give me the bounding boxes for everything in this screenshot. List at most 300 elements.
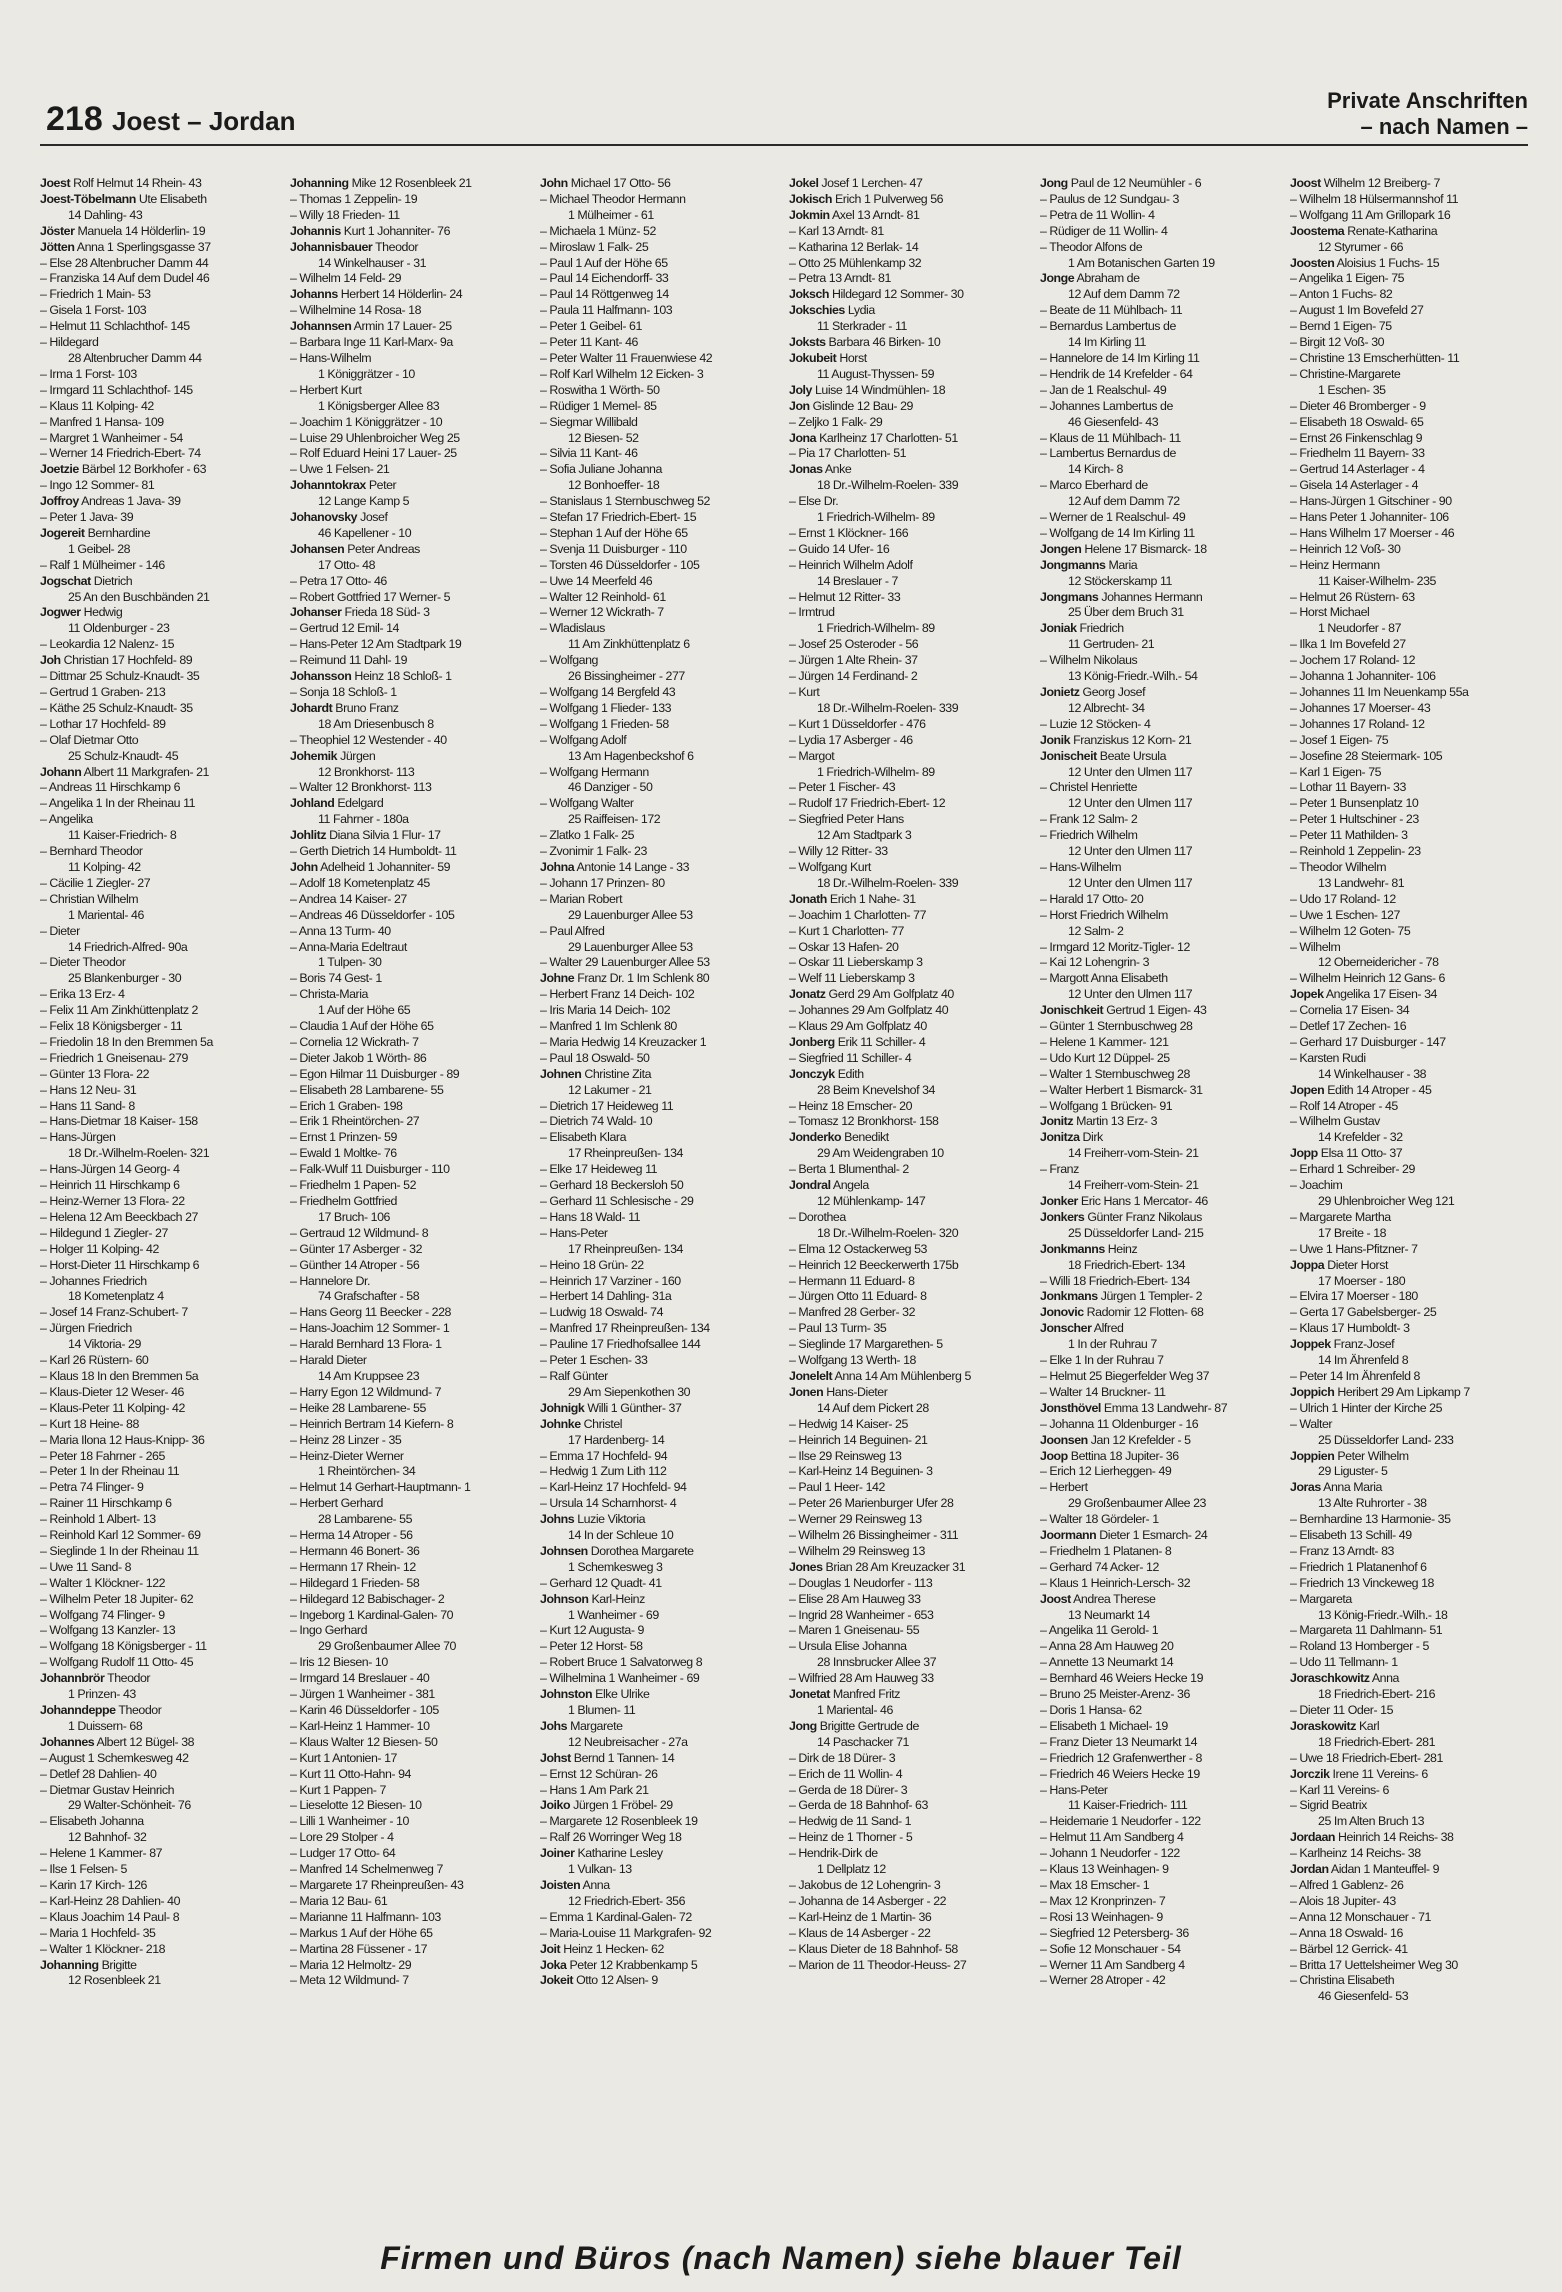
listing-entry: – Peter 12 Horst- 58 [540, 1639, 643, 1654]
listing-entry: 1 Vulkan- 13 [568, 1862, 632, 1877]
listing-entry: 1 Wanheimer - 69 [568, 1607, 659, 1622]
listing-entry: – Bernhard 46 Weiers Hecke 19 [1040, 1671, 1204, 1686]
listing-entry: – Anton 1 Fuchs- 82 [1290, 287, 1393, 302]
listing-entry: – Wolfgang 11 Am Grillopark 16 [1290, 207, 1451, 222]
listing-entry: – Kurt 1 Charlotten- 77 [789, 923, 905, 938]
listing-entry: – Hannelore Dr. [290, 1273, 371, 1288]
listing-entry: – Max 12 Kronprinzen- 7 [1040, 1893, 1166, 1908]
listing-entry: – Britta 17 Uettelsheimer Weg 30 [1290, 1957, 1458, 1972]
listing-entry: – Hans-Peter 12 Am Stadtpark 19 [290, 637, 462, 652]
surname: Jonischkeit [1040, 1003, 1104, 1018]
listing-entry: – Maria 12 Bau- 61 [290, 1893, 388, 1908]
listing-entry: 25 Blankenburger - 30 [68, 971, 182, 986]
surname: Jondral [789, 1178, 831, 1193]
listing-entry: – Ernst 1 Klöckner- 166 [789, 525, 909, 540]
listing-entry: – Hans-Wilhelm [1040, 859, 1122, 874]
surname: Johs [540, 1718, 568, 1733]
listing-entry: Jonkmanns Heinz [1040, 1241, 1138, 1256]
listing-entry: – Wilhelm 14 Feld- 29 [290, 271, 402, 286]
listing-entry: – Bruno 25 Meister-Arenz- 36 [1040, 1687, 1190, 1702]
surname: Jonderko [789, 1130, 842, 1145]
page-number: 218 [46, 100, 103, 138]
listing-entry: Joksch Hildegard 12 Sommer- 30 [789, 287, 964, 302]
listing-entry: – Wolfgang 74 Flinger- 9 [40, 1607, 165, 1622]
listing-entry: – Ilse 29 Reinsweg 13 [789, 1448, 902, 1463]
listing-entry: 1 Neudorfer - 87 [1318, 621, 1402, 636]
listing-entry: – Klaus Walter 12 Biesen- 50 [290, 1734, 438, 1749]
listing-entry: 1 Dellplatz 12 [817, 1862, 886, 1877]
listing-entry: – Friedrich 13 Vinckeweg 18 [1290, 1575, 1434, 1590]
surname: Jonscher [1040, 1321, 1092, 1336]
listing-entry: 1 Am Botanischen Garten 19 [1068, 255, 1215, 270]
listing-entry: – Rolf Karl Wilhelm 12 Eicken- 3 [540, 366, 704, 381]
listing-entry: Jongmanns Maria [1040, 557, 1138, 572]
listing-entry: 25 Düsseldorfer Land- 233 [1318, 1432, 1454, 1447]
listing-entry: Jonitza Dirk [1040, 1130, 1103, 1145]
listing-entry: – Helena 12 Am Beeckbach 27 [40, 1209, 198, 1224]
listing-entry: 14 Friedrich-Alfred- 90a [68, 939, 188, 954]
listing-entry: – Uwe 1 Felsen- 21 [290, 462, 390, 477]
listing-entry: 13 Alte Ruhrorter - 38 [1318, 1496, 1427, 1511]
listing-entry: – Friedrich 46 Weiers Hecke 19 [1040, 1766, 1200, 1781]
listing-entry: 18 Friedrich-Ebert- 281 [1318, 1734, 1436, 1749]
listing-entry: – Ewald 1 Moltke- 76 [290, 1146, 397, 1161]
listing-entry: – Heike 28 Lambarene- 55 [290, 1400, 426, 1415]
listing-entry: – Margarete 12 Rosenbleek 19 [540, 1814, 698, 1829]
listing-entry: Jonietz Georg Josef [1040, 685, 1146, 699]
listing-entry: – Gerhard 18 Beckersloh 50 [540, 1178, 684, 1193]
listing-entry: – Heinz-Werner 13 Flora- 22 [40, 1194, 185, 1208]
surname: Joly [789, 382, 812, 397]
listing-entry: – Christel Henriette [1040, 780, 1138, 795]
listing-entry: Jones Brian 28 Am Kreuzacker 31 [789, 1559, 966, 1574]
listing-entry: Johanns Herbert 14 Hölderlin- 24 [290, 287, 463, 302]
listing-entry: Jopp Elsa 11 Otto- 37 [1290, 1146, 1403, 1161]
listing-entry: 11 Kaiser-Friedrich- 111 [1068, 1798, 1188, 1813]
listing-entry: – Andrea 14 Kaiser- 27 [290, 891, 407, 906]
listing-entry: – Lambertus Bernardus de [1040, 446, 1176, 461]
listing-entry: Johnston Elke Ulrike [540, 1687, 650, 1702]
listing-entry: – Sofie 12 Monschauer - 54 [1040, 1941, 1181, 1956]
listing-entry: Johnsen Dorothea Margarete [540, 1543, 694, 1558]
listing-entry: 28 Lambarene- 55 [318, 1512, 413, 1527]
listing-entry: Jonberg Erik 11 Schiller- 4 [789, 1034, 926, 1049]
listing-entry: – Sofia Juliane Johanna [540, 462, 662, 477]
listing-entry: Johne Franz Dr. 1 Im Schlenk 80 [540, 971, 710, 986]
surname: Jogereit [40, 525, 85, 540]
listing-entry: – Heinz 28 Linzer - 35 [290, 1432, 402, 1447]
surname: Joisten [540, 1877, 581, 1892]
listing-entry: – Hildegard 12 Babischager- 2 [290, 1591, 445, 1606]
surname: Jopp [1290, 1146, 1318, 1161]
listing-entry: – Harry Egon 12 Wildmund- 7 [290, 1384, 442, 1399]
listing-entry: Jokschies Lydia [789, 303, 875, 318]
surname: Jongmanns [1040, 557, 1106, 572]
surname: Jogschat [40, 573, 91, 588]
listing-entry: – Elma 12 Ostackerweg 53 [789, 1241, 927, 1256]
listing-entry: 13 Landwehr- 81 [1318, 875, 1405, 890]
surname: Joppien [1290, 1448, 1335, 1463]
listing-entry: – Wilhelm [1290, 939, 1341, 954]
surname: Jona [789, 430, 817, 445]
listing-entry: – Luzie 12 Stöcken- 4 [1040, 716, 1151, 731]
surname: Jonkmanns [1040, 1241, 1105, 1256]
listing-entry: – Paul 14 Eichendorff- 33 [540, 271, 669, 286]
listing-entry: – Ingeborg 1 Kardinal-Galen- 70 [290, 1607, 454, 1622]
listing-entry: 29 Am Siepenkothen 30 [568, 1384, 691, 1399]
listing-entry: – Irma 1 Forst- 103 [40, 366, 137, 381]
listing-entry: – Jakobus de 12 Lohengrin- 3 [789, 1877, 941, 1892]
listing-entry: 74 Grafschafter - 58 [318, 1289, 420, 1304]
listing-entry: Joostema Renate-Katharina [1290, 223, 1438, 238]
listing-entry: Jonscher Alfred [1040, 1321, 1124, 1336]
listing-entry: – Karl-Heinz 1 Hammer- 10 [290, 1718, 430, 1733]
listing-entry: – Hildegard [40, 335, 99, 350]
surname: Jonetat [789, 1687, 830, 1702]
listing-entry: – Angelika 1 Eigen- 75 [1290, 271, 1405, 286]
listing-entry: Joraskowitz Karl [1290, 1718, 1380, 1733]
listing-entry: Jonen Hans-Dieter [789, 1384, 888, 1399]
listing-entry: – Rosi 13 Weinhagen- 9 [1040, 1909, 1163, 1924]
surname: Johnigk [540, 1400, 585, 1415]
listing-entry: 13 König-Friedr.-Wilh.- 18 [1318, 1607, 1448, 1622]
surname: Joka [540, 1957, 567, 1972]
listing-entry: Jokmin Axel 13 Arndt- 81 [789, 207, 920, 222]
listing-entry: – Anna 13 Turm- 40 [290, 923, 391, 938]
listing-entry: – Wilhelm 18 Hülsermannshof 11 [1290, 191, 1459, 206]
listing-entry: – Werner 11 Am Sandberg 4 [1040, 1957, 1185, 1972]
listing-entry: Johannbrör Theodor [40, 1671, 151, 1686]
listing-entry: 12 Auf dem Damm 72 [1068, 494, 1180, 509]
listing-entry: – Gerda de 18 Dürer- 3 [789, 1782, 908, 1797]
listing-entry: – Wolfgang [540, 653, 598, 668]
surname: Jopek [1290, 987, 1324, 1002]
listing-entry: – Hermann 11 Eduard- 8 [789, 1273, 915, 1288]
listing-entry: 29 Großenbaumer Allee 70 [318, 1639, 456, 1654]
listing-entry: – Zvonimir 1 Falk- 23 [540, 844, 647, 859]
listing-entry: – Hans Peter 1 Johanniter- 106 [1290, 510, 1449, 525]
listing-entry: – Peter 1 In der Rheinau 11 [40, 1464, 180, 1479]
listing-entry: – Wilhelm Nikolaus [1040, 653, 1138, 668]
listing-entry: – Siegfried 12 Petersberg- 36 [1040, 1925, 1189, 1940]
listing-entry: Jonatz Gerd 29 Am Golfplatz 40 [789, 987, 954, 1002]
listing-entry: 12 Friedrich-Ebert- 356 [568, 1893, 686, 1908]
listing-entry: Joost Wilhelm 12 Breiberg- 7 [1290, 176, 1440, 190]
listing-entry: – Petra 17 Otto- 46 [290, 573, 387, 588]
surname: Joiko [540, 1798, 571, 1813]
listing-entry: Jonsthövel Emma 13 Landwehr- 87 [1040, 1400, 1228, 1415]
listing-column-6 [1290, 176, 1526, 2196]
listing-entry: – Walter 29 Lauenburger Allee 53 [540, 955, 710, 970]
listing-entry: Joh Christian 17 Hochfeld- 89 [40, 653, 193, 668]
listing-entry: 14 Freiherr-vom-Stein- 21 [1068, 1146, 1199, 1161]
listing-entry: – Luise 29 Uhlenbroicher Weg 25 [290, 430, 460, 445]
listing-entry: – Jürgen 1 Wanheimer - 381 [290, 1687, 435, 1702]
listing-column-2 [290, 176, 526, 2196]
listing-entry: – Sigrid Beatrix [1290, 1798, 1367, 1813]
listing-entry: – Ilka 1 Im Bovefeld 27 [1290, 637, 1406, 652]
listing-entry: 18 Dr.-Wilhelm-Roelen- 339 [817, 700, 959, 715]
listing-entry: – Ursula Elise Johanna [789, 1639, 907, 1654]
listing-entry: – Uwe 18 Friedrich-Ebert- 281 [1290, 1750, 1443, 1765]
listing-entry: 12 Unter den Ulmen 117 [1068, 764, 1193, 779]
surname: Joormann [1040, 1528, 1097, 1543]
surname: Jongen [1040, 541, 1082, 556]
listing-entry: Jongen Helene 17 Bismarck- 18 [1040, 541, 1207, 556]
listing-entry: – Peter 1 Hultschiner - 23 [1290, 812, 1419, 827]
listing-entry: Jötten Anna 1 Sperlingsgasse 37 [40, 239, 211, 254]
listing-entry: – Thomas 1 Zeppelin- 19 [290, 191, 418, 206]
listing-entry: – Tomasz 12 Bronkhorst- 158 [789, 1114, 939, 1129]
listing-entry: 14 Kirch- 8 [1068, 462, 1123, 477]
listing-entry: – Friedrich 1 Platanenhof 6 [1290, 1559, 1427, 1574]
listing-entry: – Cornelia 12 Wickrath- 7 [290, 1034, 419, 1049]
listing-entry: – Pia 17 Charlotten- 51 [789, 446, 907, 461]
listing-entry: – Hans 18 Wald- 11 [540, 1209, 641, 1224]
listing-entry: – Markus 1 Auf der Höhe 65 [290, 1925, 433, 1940]
listing-entry: – Klaus 13 Weinhagen- 9 [1040, 1862, 1169, 1877]
listing-entry: John Adelheid 1 Johanniter- 59 [290, 859, 451, 874]
surname: Jonovic [1040, 1305, 1084, 1320]
listing-entry: – Peter 11 Kant- 46 [540, 335, 638, 350]
listing-entry: – Gertrud 1 Graben- 213 [40, 685, 166, 699]
listing-entry: – Oskar 11 Lieberskamp 3 [789, 955, 923, 970]
header-rule [40, 144, 1528, 146]
listing-entry: – Gertrud 12 Emil- 14 [290, 621, 399, 636]
surname: Jonik [1040, 732, 1071, 747]
listing-entry: – Herbert [1040, 1480, 1088, 1495]
listing-entry: – Egon Hilmar 11 Duisburger - 89 [290, 1066, 460, 1081]
listing-entry: – Elise 28 Am Hauweg 33 [789, 1591, 921, 1606]
surname: Jonitz [1040, 1114, 1074, 1129]
listing-entry: – Johanna 11 Oldenburger - 16 [1040, 1416, 1199, 1431]
listing-entry: – Roswitha 1 Wörth- 50 [540, 382, 660, 397]
listing-entry: 1 Königgrätzer - 10 [318, 366, 415, 381]
listing-entry: – Walter Herbert 1 Bismarck- 31 [1040, 1082, 1203, 1097]
surname: Jonsthövel [1040, 1400, 1101, 1415]
listing-entry: – Oskar 13 Hafen- 20 [789, 939, 899, 954]
listing-entry: – Margareta [1290, 1591, 1352, 1606]
listing-entry: – Walter 18 Gördeler- 1 [1040, 1512, 1159, 1527]
listing-entry: – Joachim 1 Königgrätzer - 10 [290, 414, 443, 429]
listing-entry: – Lothar 17 Hochfeld- 89 [40, 716, 166, 731]
listing-entry: – Wolfgang 1 Brücken- 91 [1040, 1098, 1173, 1113]
listing-entry: – Franziska 14 Auf dem Dudel 46 [40, 271, 210, 286]
listing-entry: 29 Uhlenbroicher Weg 121 [1318, 1194, 1455, 1208]
listing-entry: – Hedwig 1 Zum Lith 112 [540, 1464, 667, 1479]
listing-entry: 13 König-Friedr.-Wilh.- 54 [1068, 669, 1198, 684]
listing-entry: Joly Luise 14 Windmühlen- 18 [789, 382, 946, 397]
surname: Johanovsky [290, 510, 358, 525]
listing-entry: 25 Über dem Bruch 31 [1068, 605, 1184, 620]
listing-entry: 11 Kolping- 42 [68, 859, 141, 874]
listing-entry: – Johann 17 Prinzen- 80 [540, 875, 665, 890]
listing-entry: – Rainer 11 Hirschkamp 6 [40, 1496, 172, 1511]
listing-entry: – Olaf Dietmar Otto [40, 732, 139, 747]
listing-entry: – Ilse 1 Felsen- 5 [40, 1862, 127, 1877]
listing-entry: – Kurt 1 Pappen- 7 [290, 1782, 386, 1797]
listing-entry: – Werner 28 Atroper - 42 [1040, 1973, 1166, 1988]
surname: Johna [540, 859, 575, 874]
listing-entry: – Wolfgang 1 Flieder- 133 [540, 700, 672, 715]
listing-entry: – Martina 28 Füssener - 17 [290, 1941, 428, 1956]
listing-entry: – Dietrich 17 Heideweg 11 [540, 1098, 674, 1113]
listing-entry: – Else Dr. [789, 494, 839, 509]
listing-entry: Johanser Frieda 18 Süd- 3 [290, 605, 430, 620]
listing-entry: – Pauline 17 Friedhofsallee 144 [540, 1337, 701, 1352]
listing-entry: – Roland 13 Homberger - 5 [1290, 1639, 1429, 1654]
surname: Jokmin [789, 207, 830, 222]
listing-entry: – Boris 74 Gest- 1 [290, 971, 382, 986]
listing-entry: 1 Duissern- 68 [68, 1718, 143, 1733]
listing-entry: 17 Breite - 18 [1318, 1225, 1387, 1240]
listing-entry: 14 Paschacker 71 [817, 1734, 909, 1749]
listing-entry: – Peter 14 Im Ährenfeld 8 [1290, 1368, 1420, 1383]
listing-entry: – Hans Wilhelm 17 Moerser - 46 [1290, 525, 1455, 540]
listing-entry: 12 Lakumer - 21 [568, 1082, 652, 1097]
listing-entry: 17 Otto- 48 [318, 557, 376, 572]
listing-entry: – Ulrich 1 Hinter der Kirche 25 [1290, 1400, 1443, 1415]
surname: Jokel [789, 176, 819, 190]
listing-entry: Johannis Kurt 1 Johanniter- 76 [290, 223, 451, 238]
listing-entry: – Harald Dieter [290, 1353, 367, 1368]
surname: Jonath [789, 891, 827, 906]
surname: Jonkmans [1040, 1289, 1098, 1304]
listing-entry: – Friedolin 18 In den Bremmen 5a [40, 1034, 213, 1049]
listing-entry: – Wilhelm 29 Reinsweg 13 [789, 1543, 925, 1558]
listing-entry: – Anna 12 Monschauer - 71 [1290, 1909, 1431, 1924]
listing-entry: – Werner de 1 Realschul- 49 [1040, 510, 1186, 525]
listing-entry: 18 Friedrich-Ebert- 134 [1068, 1257, 1186, 1272]
listing-entry: – Gerhard 11 Schlesische - 29 [540, 1194, 694, 1208]
listing-entry: – Peter 18 Fahrner - 265 [40, 1448, 165, 1463]
listing-entry: Jonelelt Anna 14 Am Mühlenberg 5 [789, 1368, 971, 1383]
listing-entry: 46 Giesenfeld- 53 [1318, 1989, 1409, 2004]
listing-entry: – Hendrik-Dirk de [789, 1846, 878, 1861]
listing-entry: – Anna 28 Am Hauweg 20 [1040, 1639, 1174, 1654]
listing-entry: – Michael Theodor Hermann [540, 191, 686, 206]
listing-entry: 46 Danziger - 50 [568, 780, 653, 795]
surname: Jonge [1040, 271, 1075, 286]
listing-entry: – Peter 1 Eschen- 33 [540, 1353, 648, 1368]
listing-entry: – Welf 11 Lieberskamp 3 [789, 971, 915, 986]
listing-entry: 28 Beim Knevelshof 34 [817, 1082, 935, 1097]
listing-entry: – Walter 1 Sternbuschweg 28 [1040, 1066, 1190, 1081]
listing-entry: – Hans 1 Am Park 21 [540, 1782, 649, 1797]
listing-entry: 14 Im Ährenfeld 8 [1318, 1353, 1409, 1368]
listing-entry: Joisten Anna [540, 1877, 610, 1892]
listing-entry: – Karlheinz 14 Reichs- 38 [1290, 1846, 1421, 1861]
surname: Johann [40, 764, 82, 779]
listing-entry: – Rüdiger de 11 Wollin- 4 [1040, 223, 1168, 238]
listing-entry: Jonischkeit Gertrud 1 Eigen- 43 [1040, 1003, 1207, 1018]
listing-entry: – Horst-Dieter 11 Hirschkamp 6 [40, 1257, 200, 1272]
listing-entry: – Elisabeth 18 Oswald- 65 [1290, 414, 1424, 429]
surname: Johanning [290, 176, 349, 190]
listing-entry: – Harald 17 Otto- 20 [1040, 891, 1144, 906]
listing-entry: – Falk-Wulf 11 Duisburger - 110 [290, 1162, 450, 1177]
listing-entry: Jogereit Bernhardine [40, 525, 151, 540]
listing-entry: 12 Salm- 2 [1068, 923, 1124, 938]
listing-entry: – Jürgen 1 Alte Rhein- 37 [789, 653, 918, 668]
listing-entry: – Manfred 14 Schelmenweg 7 [290, 1862, 443, 1877]
listing-entry: – Helmut 12 Ritter- 33 [789, 589, 901, 604]
surname: Jonatz [789, 987, 826, 1002]
listing-entry: – Günter 13 Flora- 22 [40, 1066, 150, 1081]
listing-entry: – Wolfgang de 14 Im Kirling 11 [1040, 525, 1195, 540]
listing-entry: Joonsen Jan 12 Krefelder - 5 [1040, 1432, 1191, 1447]
listing-entry: – Dieter 46 Bromberger - 9 [1290, 398, 1426, 413]
listing-entry: Joost Andrea Therese [1040, 1591, 1156, 1606]
listing-entry: – Margott Anna Elisabeth [1040, 971, 1168, 986]
listing-entry: – Josef 1 Eigen- 75 [1290, 732, 1389, 747]
listing-entry: Johs Margarete [540, 1718, 623, 1733]
listing-entry: – Elke 1 In der Ruhrau 7 [1040, 1353, 1164, 1368]
listing-entry: 12 Unter den Ulmen 117 [1068, 796, 1193, 811]
listing-entry: 12 Unter den Ulmen 117 [1068, 844, 1193, 859]
surname: Joppek [1290, 1337, 1331, 1352]
surname: Johst [540, 1750, 571, 1765]
listing-entry: Jokel Josef 1 Lerchen- 47 [789, 176, 923, 190]
listing-entry: – Johannes 17 Roland- 12 [1290, 716, 1425, 731]
listing-entry: Jopen Edith 14 Atroper - 45 [1290, 1082, 1432, 1097]
listing-entry: Johansson Heinz 18 Schloß- 1 [290, 669, 452, 684]
listing-entry: – Franz Dieter 13 Neumarkt 14 [1040, 1734, 1198, 1749]
listing-entry: – Helmut 26 Rüstern- 63 [1290, 589, 1415, 604]
listing-entry: – Kurt 18 Heine- 88 [40, 1416, 139, 1431]
listing-entry: – Dieter 11 Oder- 15 [1290, 1703, 1394, 1717]
listing-entry: – Elke 17 Heideweg 11 [540, 1162, 658, 1177]
listing-entry: – Karin 46 Düsseldorfer - 105 [290, 1703, 439, 1717]
listing-entry: – Walter 1 Klöckner- 122 [40, 1575, 166, 1590]
listing-entry: – Otto 25 Mühlenkamp 32 [789, 255, 922, 270]
listing-entry: 1 Mariental- 46 [817, 1703, 893, 1717]
listing-entry: – Käthe 25 Schulz-Knaudt- 35 [40, 700, 193, 715]
listing-entry: – Joachim [1290, 1178, 1343, 1193]
listing-entry: Johnigk Willi 1 Günther- 37 [540, 1400, 682, 1415]
listing-entry: 12 Unter den Ulmen 117 [1068, 875, 1193, 890]
listing-entry: – Siegfried Peter Hans [789, 812, 904, 827]
listing-entry: Joop Bettina 18 Jupiter- 36 [1040, 1448, 1179, 1463]
surname: Jordaan [1290, 1830, 1336, 1845]
listing-entry: – Willy 12 Ritter- 33 [789, 844, 888, 859]
listing-entry: – Lothar 11 Bayern- 33 [1290, 780, 1406, 795]
listing-entry: – Günter 17 Asberger - 32 [290, 1241, 423, 1256]
listing-entry: 12 Am Stadtpark 3 [817, 828, 912, 843]
listing-entry: – Siegmar Willibald [540, 414, 638, 429]
listing-entry: – August 1 Im Bovefeld 27 [1290, 303, 1424, 318]
listing-entry: – Klaus-Peter 11 Kolping- 42 [40, 1400, 185, 1415]
listing-entry: – Klaus de 11 Mühlbach- 11 [1040, 430, 1181, 445]
listing-entry: Joest-Töbelmann Ute Elisabeth [40, 191, 207, 206]
listing-entry: – Maren 1 Gneisenau- 55 [789, 1623, 920, 1638]
listing-entry: – Christina Elisabeth [1290, 1973, 1395, 1988]
listing-entry: Joit Heinz 1 Hecken- 62 [540, 1941, 664, 1956]
listing-entry: 11 Kaiser-Wilhelm- 235 [1318, 573, 1436, 588]
listing-column-3 [540, 176, 776, 2196]
listing-entry: – Sieglinde 1 In der Rheinau 11 [40, 1543, 199, 1558]
listing-entry: – Hans-Jürgen 14 Georg- 4 [40, 1162, 180, 1177]
listing-entry: – Maria Hedwig 14 Kreuzacker 1 [540, 1034, 707, 1049]
listing-entry: – Wolfgang Hermann [540, 764, 649, 779]
listing-entry: – Dieter Theodor [40, 955, 126, 970]
surname: Joest-Töbelmann [40, 191, 136, 206]
listing-entry: – Irmgard 12 Moritz-Tigler- 12 [1040, 939, 1190, 954]
listing-entry: – Franz [1040, 1162, 1079, 1177]
listing-entry: – Hans 12 Neu- 31 [40, 1082, 137, 1097]
listing-entry: – Manfred 1 Hansa- 109 [40, 414, 164, 429]
surname: Johannbrör [40, 1671, 105, 1686]
